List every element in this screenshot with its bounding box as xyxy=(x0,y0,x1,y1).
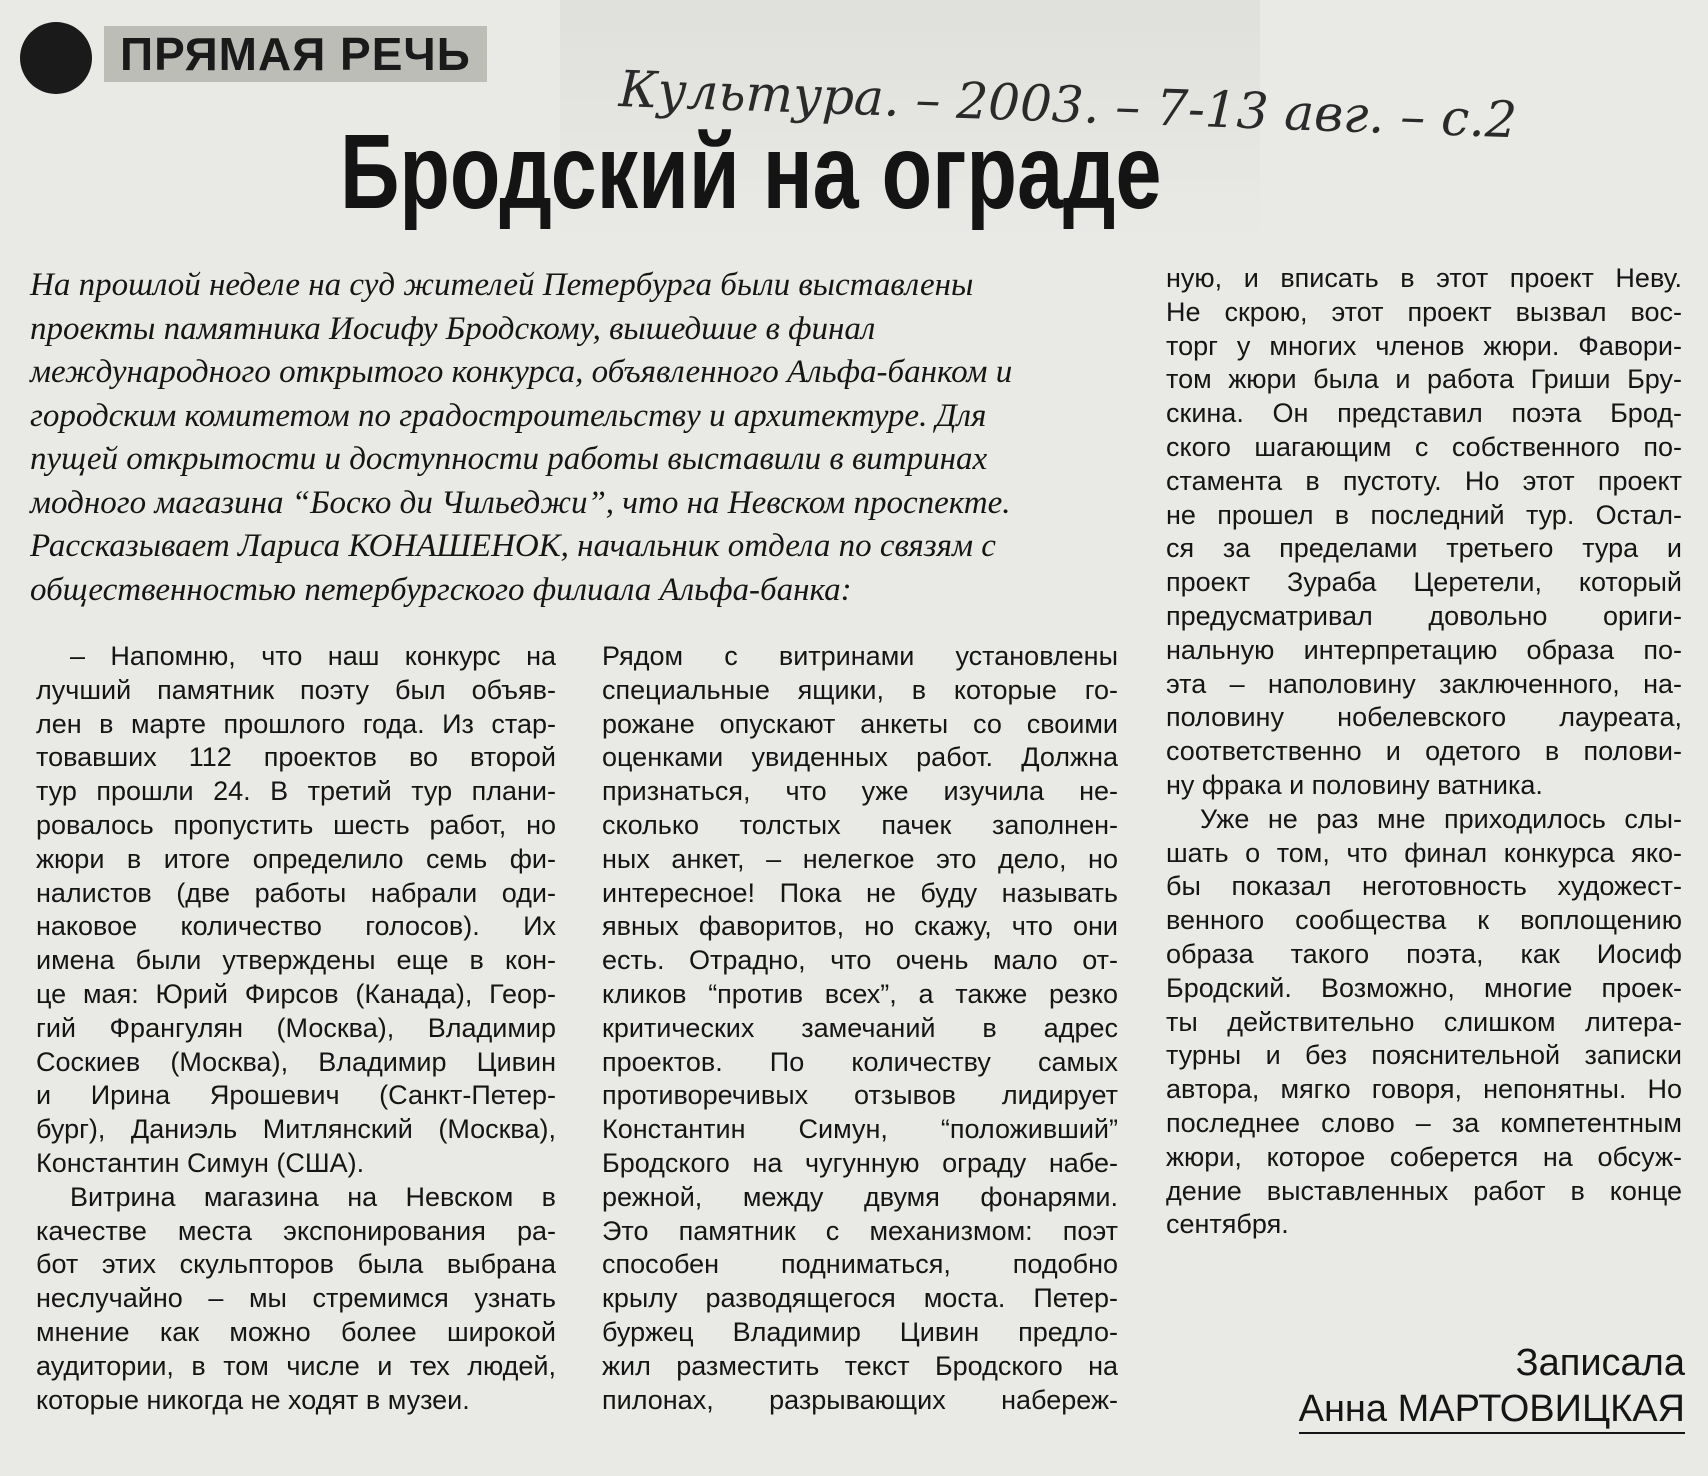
text-line: ных анкет, – нелегкое это дело, но xyxy=(602,843,1118,874)
text-line: эта – наполовину заключенного, на- xyxy=(1166,668,1682,699)
text-line: неслучайно – мы стремимся узнать xyxy=(36,1283,556,1314)
text-line: – Напомню, что наш конкурс на xyxy=(70,641,556,671)
text-line: Бродский. Возможно, многие проек- xyxy=(1166,972,1682,1003)
text-line: противоречивых отзывов лидирует xyxy=(602,1080,1118,1111)
text-line: нальную интерпретацию образа по- xyxy=(1166,634,1682,665)
text-line: пилонах, разрывающих набереж- xyxy=(602,1384,1118,1415)
text-line: скина. Он представил поэта Брод- xyxy=(1166,398,1682,429)
text-line: Константин Симун, “положивший” xyxy=(602,1114,1118,1145)
text-line: имена были утверждены еще в кон- xyxy=(36,945,556,976)
article-column-3 xyxy=(1166,262,1682,1242)
text-line: соответственно и одетого в полови- xyxy=(1166,736,1682,767)
text-line: мнение как можно более широкой xyxy=(36,1316,556,1347)
lead-line: международного открытого конкурса, объявленного Альфа-банком и xyxy=(30,354,1013,390)
text-line: торг у многих членов жюри. Фавори- xyxy=(1166,330,1682,361)
text-line: рожане опускают анкеты со своими xyxy=(602,708,1118,739)
text-line: способен подниматься, подобно xyxy=(602,1249,1118,1280)
lead-line: общественностью петербургского филиала Альфа-банка: xyxy=(30,571,852,608)
rubric-bullet-icon xyxy=(20,22,92,94)
lead-line: модного магазина “Боско ди Чильеджи”, что на Невском проспекте. xyxy=(30,484,1011,521)
text-line: специальные ящики, в которые го- xyxy=(602,674,1118,705)
text-line: образа такого поэта, как Иосиф xyxy=(1166,938,1682,969)
text-line: жил разместить текст Бродского на xyxy=(602,1350,1118,1381)
article-column-2 xyxy=(602,640,1118,1417)
article-column-1 xyxy=(36,640,556,1417)
lead-line: пущей открытости и доступности работы выставили в витринах xyxy=(30,441,988,477)
text-line: аудитории, в том числе и тех людей, xyxy=(36,1350,556,1381)
text-line: режной, между двумя фонарями. xyxy=(602,1181,1118,1212)
lead-line: Рассказывает Лариса КОНАШЕНОК, начальник отдела по связям с xyxy=(30,528,996,564)
text-line: ну фрака и половину ватника. xyxy=(1166,769,1543,800)
text-line: ную, и вписать в этот проект Неву. xyxy=(1166,263,1682,293)
text-line: стамента в пустоту. Но этот проект xyxy=(1166,465,1682,496)
text-line: Это памятник с механизмом: поэт xyxy=(602,1215,1118,1246)
text-line: буржец Владимир Цивин предло- xyxy=(602,1316,1118,1347)
lead-line: проекты памятника Иосифу Бродскому, вышедшие в финал xyxy=(30,310,876,347)
lead-line: На прошлой неделе на суд жителей Петербурга были выставлены xyxy=(30,267,974,303)
text-line: товавших 112 проектов во второй xyxy=(36,742,556,773)
byline-author: Анна МАРТОВИЦКАЯ xyxy=(1299,1386,1685,1434)
text-line: лен в марте прошлого года. Из стар- xyxy=(36,708,556,739)
text-line: дение выставленных работ в конце xyxy=(1166,1175,1682,1206)
text-line: половину нобелевского лауреата, xyxy=(1166,702,1682,733)
article-headline: Бродский на ограде xyxy=(340,113,1162,231)
text-line: Соскиев (Москва), Владимир Цивин xyxy=(36,1046,556,1077)
text-line: есть. Отрадно, что очень мало от- xyxy=(602,945,1118,976)
text-line: том жюри была и работа Гриши Бру- xyxy=(1166,364,1682,395)
text-line: которые никогда не ходят в музеи. xyxy=(36,1384,470,1415)
text-line: Уже не раз мне приходилось слы- xyxy=(1200,803,1682,834)
lead-line: городским комитетом по градостроительству и архитектуре. Для xyxy=(30,397,987,434)
text-line: интересное! Пока не буду называть xyxy=(602,877,1118,908)
text-line: проектов. По количеству самых xyxy=(602,1046,1118,1077)
text-line: оценками увиденных работ. Должна xyxy=(602,742,1118,773)
text-line: сентября. xyxy=(1166,1209,1289,1240)
text-line: ся за пределами третьего тура и xyxy=(1166,533,1682,564)
text-line: признаться, что уже изучила не- xyxy=(602,776,1118,807)
handwritten-citation: Культура. – 2003. – 7-13 авг. – с.2 xyxy=(617,60,1518,150)
text-line: венного сообщества к воплощению xyxy=(1166,905,1682,936)
text-line: шать о том, что финал конкурса яко- xyxy=(1166,837,1682,868)
text-line: Витрина магазина на Невском в xyxy=(70,1181,556,1212)
text-line: наковое количество голосов). Их xyxy=(36,911,556,942)
byline-label: Записала xyxy=(1515,1342,1685,1384)
text-line: последнее слово – за компетентным xyxy=(1166,1107,1682,1138)
byline xyxy=(1210,1340,1685,1434)
text-line: автора, мягко говоря, непонятны. Но xyxy=(1166,1074,1682,1105)
text-line: гий Франгулян (Москва), Владимир xyxy=(36,1012,556,1043)
text-line: ровалось пропустить шесть работ, но xyxy=(36,809,556,840)
text-line: не прошел в последний тур. Остал- xyxy=(1166,499,1682,530)
text-line: явных фаворитов, но скажу, что они xyxy=(602,911,1118,942)
text-line: критических замечаний в адрес xyxy=(602,1012,1118,1043)
text-line: бот этих скульпторов была выбрана xyxy=(36,1249,556,1280)
text-line: сколько толстых пачек заполнен- xyxy=(602,809,1118,840)
text-line: Не скрою, этот проект вызвал вос- xyxy=(1166,296,1682,327)
text-line: ты действительно слишком литера- xyxy=(1166,1006,1682,1037)
text-line: и Ирина Ярошевич (Санкт-Петер- xyxy=(36,1080,556,1111)
rubric-header xyxy=(20,22,480,88)
text-line: качестве места экспонирования ра- xyxy=(36,1215,556,1246)
text-line: Бродского на чугунную ограду набе- xyxy=(602,1147,1118,1178)
text-line: ского шагающим с собственного по- xyxy=(1166,431,1682,462)
text-line: жюри в итоге определило семь фи- xyxy=(36,843,556,874)
text-line: бург), Даниэль Митлянский (Москва), xyxy=(36,1114,556,1145)
rubric-label: ПРЯМАЯ РЕЧЬ xyxy=(104,26,487,82)
text-line: жюри, которое соберется на обсуж- xyxy=(1166,1141,1682,1172)
text-line: бы показал неготовность художест- xyxy=(1166,871,1682,902)
text-line: кликов “против всех”, а также резко xyxy=(602,978,1118,1009)
article-lead xyxy=(30,264,1120,612)
text-line: тур прошли 24. В третий тур плани- xyxy=(36,776,556,807)
text-line: Рядом с витринами установлены xyxy=(602,641,1118,671)
text-line: турны и без пояснительной записки xyxy=(1166,1040,1682,1071)
text-line: крылу разводящегося моста. Петер- xyxy=(602,1283,1118,1314)
text-line: предусматривал довольно ориги- xyxy=(1166,600,1682,631)
text-line: налистов (две работы набрали оди- xyxy=(36,877,556,908)
text-line: це мая: Юрий Фирсов (Канада), Геор- xyxy=(36,978,556,1009)
text-line: лучший памятник поэту был объяв- xyxy=(36,674,556,705)
text-line: проект Зураба Церетели, который xyxy=(1166,567,1682,598)
text-line: Константин Симун (США). xyxy=(36,1147,365,1178)
